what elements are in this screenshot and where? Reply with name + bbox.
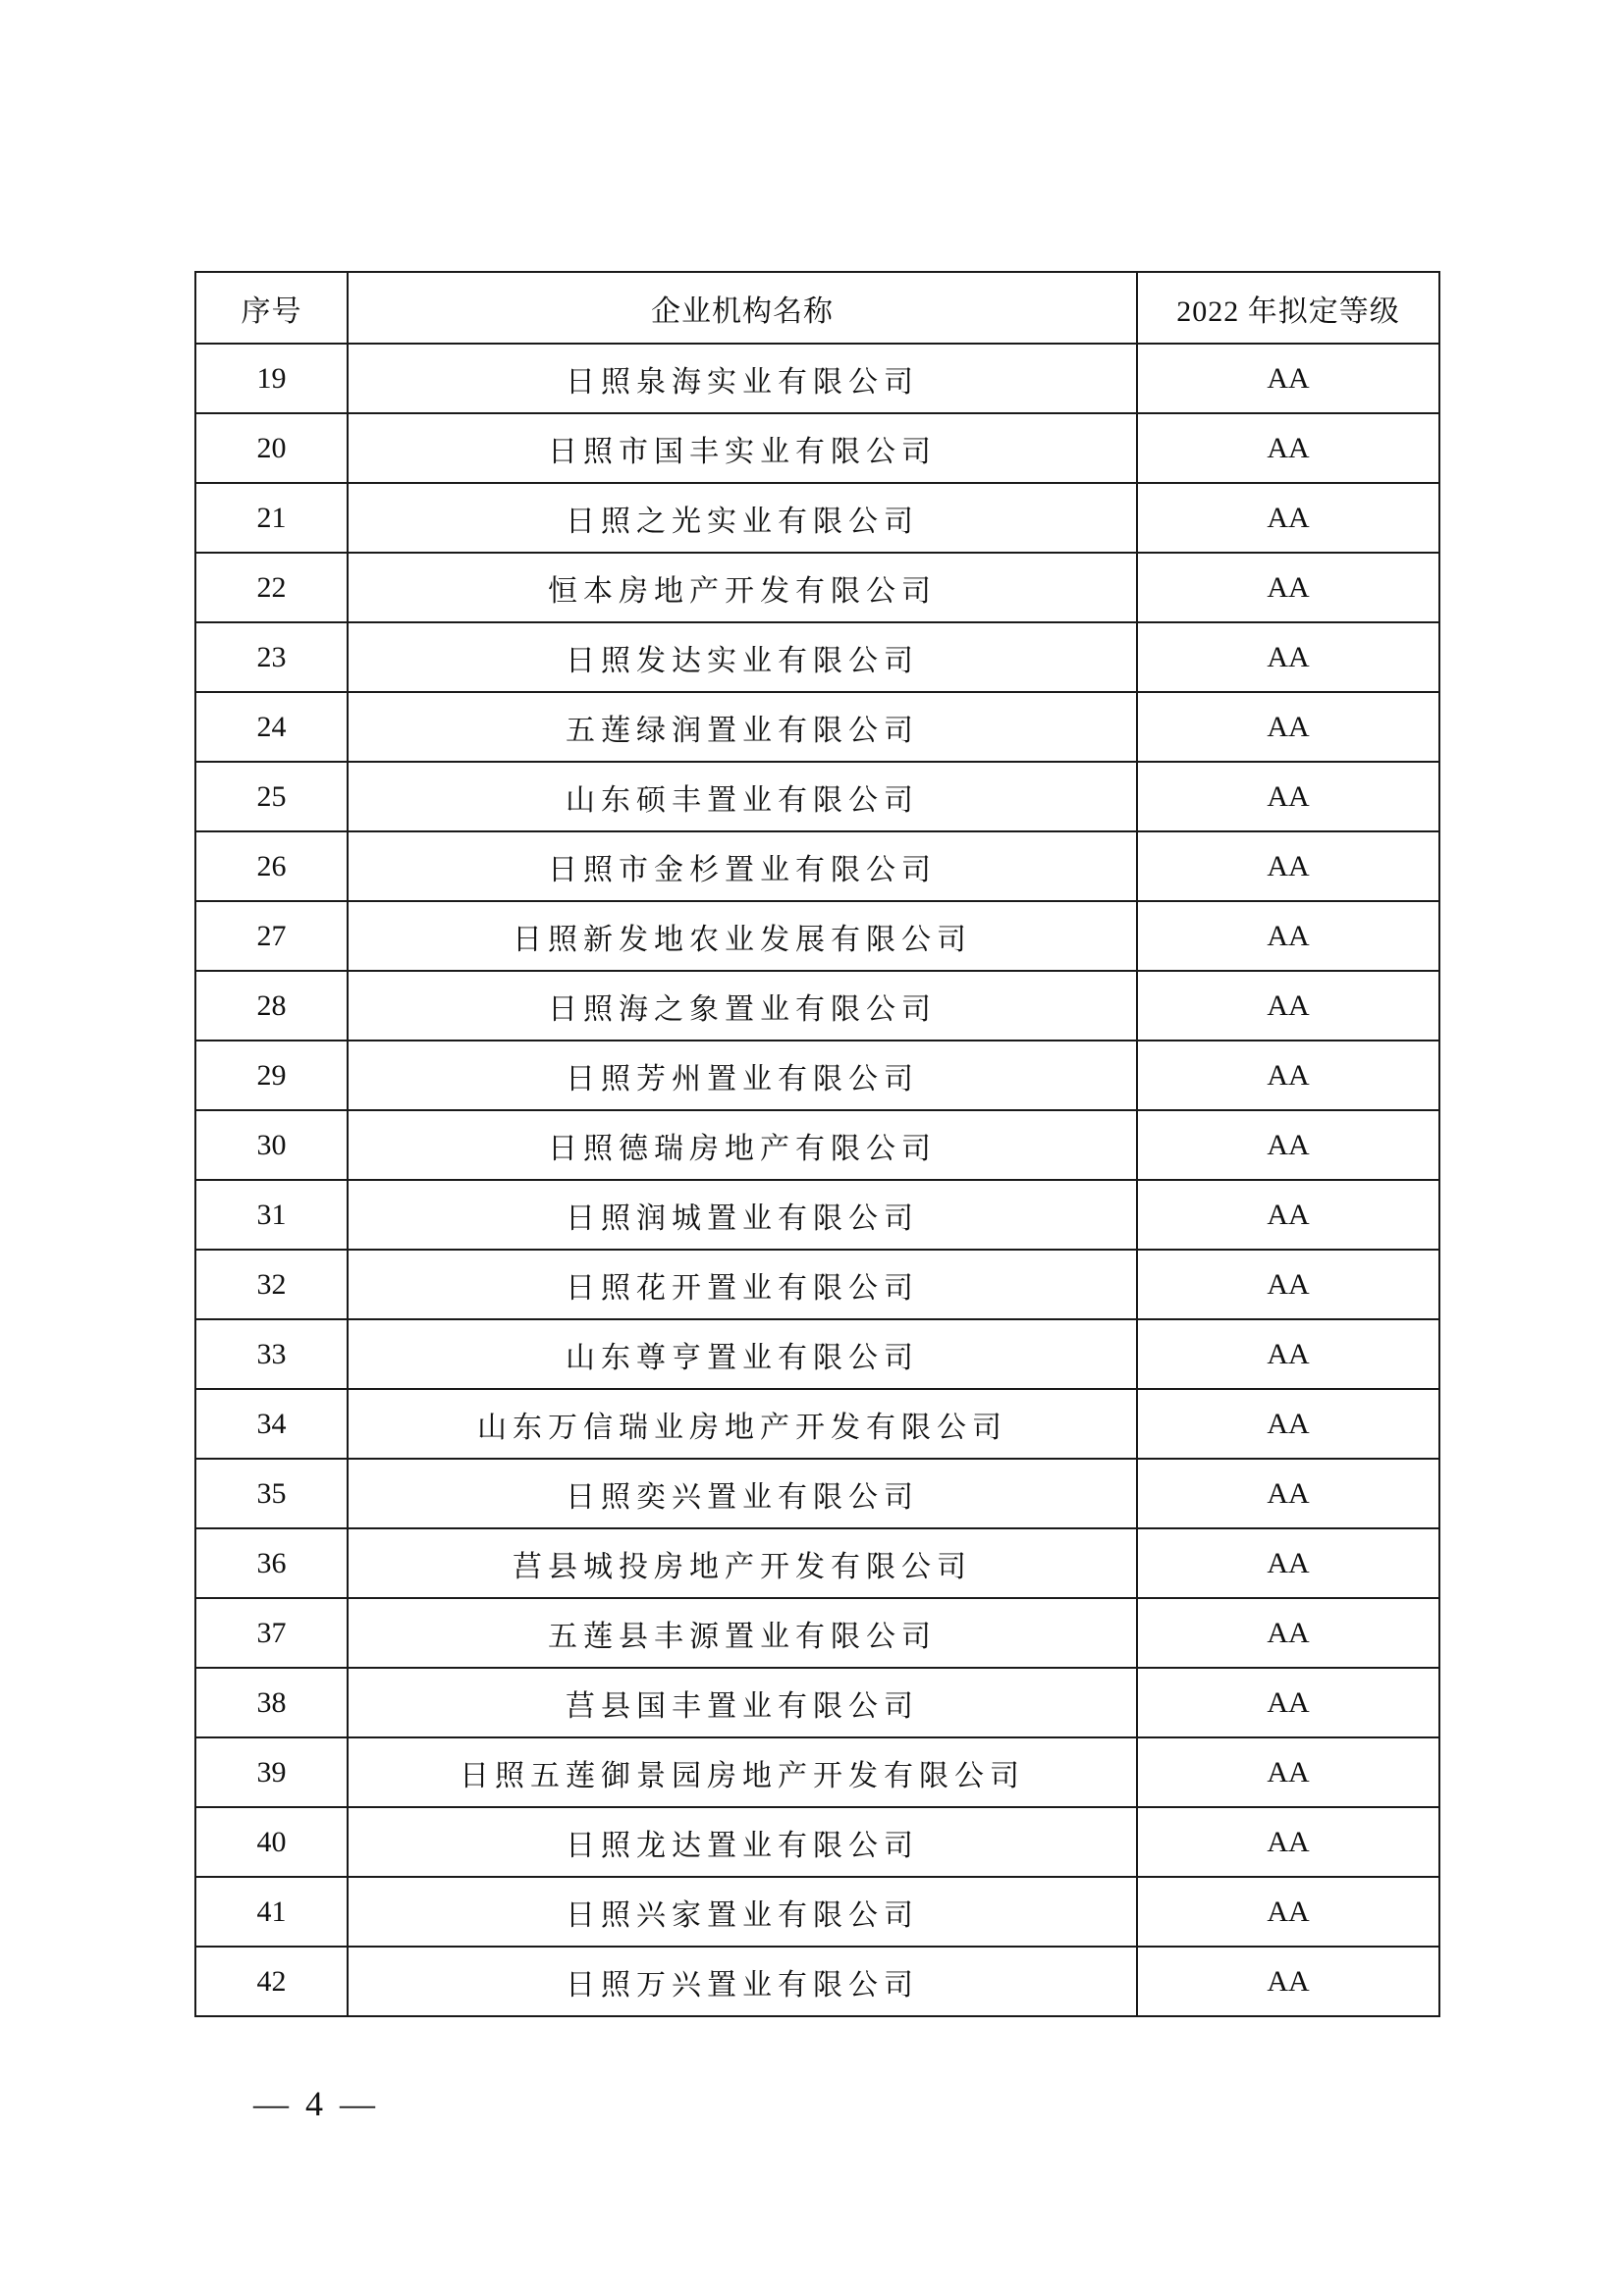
table-row xyxy=(195,1110,1439,1180)
table-row xyxy=(195,831,1439,901)
row-enterprise-name: 莒县城投房地产开发有限公司 xyxy=(348,1528,1137,1598)
row-grade: AA xyxy=(1137,1807,1439,1877)
row-grade: AA xyxy=(1137,901,1439,971)
row-seq: 31 xyxy=(195,1180,348,1250)
row-grade: AA xyxy=(1137,1947,1439,2016)
table-row xyxy=(195,1459,1439,1528)
row-seq: 35 xyxy=(195,1459,348,1528)
row-seq: 37 xyxy=(195,1598,348,1668)
row-enterprise-name: 日照市金杉置业有限公司 xyxy=(348,831,1137,901)
enterprise-grade-table xyxy=(194,271,1440,2017)
row-grade: AA xyxy=(1137,1389,1439,1459)
row-grade: AA xyxy=(1137,1598,1439,1668)
row-seq: 24 xyxy=(195,692,348,762)
row-enterprise-name: 日照海之象置业有限公司 xyxy=(348,971,1137,1041)
row-seq: 36 xyxy=(195,1528,348,1598)
row-enterprise-name: 恒本房地产开发有限公司 xyxy=(348,553,1137,622)
table-row xyxy=(195,1250,1439,1319)
table-row xyxy=(195,971,1439,1041)
header-name: 企业机构名称 xyxy=(348,272,1137,344)
row-seq: 27 xyxy=(195,901,348,971)
row-enterprise-name: 五莲绿润置业有限公司 xyxy=(348,692,1137,762)
row-grade: AA xyxy=(1137,1877,1439,1947)
row-grade: AA xyxy=(1137,1459,1439,1528)
row-grade: AA xyxy=(1137,344,1439,413)
row-enterprise-name: 日照新发地农业发展有限公司 xyxy=(348,901,1137,971)
table-row xyxy=(195,553,1439,622)
row-enterprise-name: 日照泉海实业有限公司 xyxy=(348,344,1137,413)
row-seq: 30 xyxy=(195,1110,348,1180)
table-row xyxy=(195,483,1439,553)
table-row xyxy=(195,1319,1439,1389)
header-row xyxy=(195,272,1439,344)
row-grade: AA xyxy=(1137,1319,1439,1389)
header-seq: 序号 xyxy=(195,272,348,344)
row-seq: 38 xyxy=(195,1668,348,1737)
row-enterprise-name: 莒县国丰置业有限公司 xyxy=(348,1668,1137,1737)
row-enterprise-name: 日照德瑞房地产有限公司 xyxy=(348,1110,1137,1180)
row-enterprise-name: 日照润城置业有限公司 xyxy=(348,1180,1137,1250)
row-grade: AA xyxy=(1137,1528,1439,1598)
row-seq: 21 xyxy=(195,483,348,553)
table-row xyxy=(195,622,1439,692)
row-seq: 32 xyxy=(195,1250,348,1319)
row-seq: 34 xyxy=(195,1389,348,1459)
row-enterprise-name: 日照五莲御景园房地产开发有限公司 xyxy=(348,1737,1137,1807)
row-grade: AA xyxy=(1137,971,1439,1041)
row-seq: 39 xyxy=(195,1737,348,1807)
row-enterprise-name: 日照奕兴置业有限公司 xyxy=(348,1459,1137,1528)
table-row xyxy=(195,762,1439,831)
row-grade: AA xyxy=(1137,1110,1439,1180)
table-row xyxy=(195,1598,1439,1668)
row-grade: AA xyxy=(1137,413,1439,483)
row-grade: AA xyxy=(1137,1041,1439,1110)
row-seq: 25 xyxy=(195,762,348,831)
row-seq: 20 xyxy=(195,413,348,483)
page-number: — 4 — xyxy=(253,2084,379,2123)
row-enterprise-name: 山东尊亨置业有限公司 xyxy=(348,1319,1137,1389)
row-seq: 40 xyxy=(195,1807,348,1877)
row-grade: AA xyxy=(1137,1668,1439,1737)
row-seq: 33 xyxy=(195,1319,348,1389)
row-seq: 26 xyxy=(195,831,348,901)
row-grade: AA xyxy=(1137,483,1439,553)
row-enterprise-name: 日照龙达置业有限公司 xyxy=(348,1807,1137,1877)
row-seq: 29 xyxy=(195,1041,348,1110)
row-grade: AA xyxy=(1137,1250,1439,1319)
row-enterprise-name: 日照兴家置业有限公司 xyxy=(348,1877,1137,1947)
table-row xyxy=(195,1041,1439,1110)
row-grade: AA xyxy=(1137,1180,1439,1250)
row-enterprise-name: 日照万兴置业有限公司 xyxy=(348,1947,1137,2016)
table-body xyxy=(195,344,1439,2016)
row-grade: AA xyxy=(1137,692,1439,762)
table-row xyxy=(195,1877,1439,1947)
table-row xyxy=(195,901,1439,971)
table-row xyxy=(195,344,1439,413)
table-row xyxy=(195,1737,1439,1807)
row-enterprise-name: 五莲县丰源置业有限公司 xyxy=(348,1598,1137,1668)
row-grade: AA xyxy=(1137,622,1439,692)
table-row xyxy=(195,1389,1439,1459)
row-enterprise-name: 日照之光实业有限公司 xyxy=(348,483,1137,553)
row-enterprise-name: 日照市国丰实业有限公司 xyxy=(348,413,1137,483)
table-row xyxy=(195,1180,1439,1250)
row-grade: AA xyxy=(1137,553,1439,622)
row-enterprise-name: 日照发达实业有限公司 xyxy=(348,622,1137,692)
row-seq: 28 xyxy=(195,971,348,1041)
row-enterprise-name: 山东万信瑞业房地产开发有限公司 xyxy=(348,1389,1137,1459)
header-grade: 2022 年拟定等级 xyxy=(1137,272,1439,344)
table-row xyxy=(195,413,1439,483)
row-seq: 19 xyxy=(195,344,348,413)
row-enterprise-name: 日照芳州置业有限公司 xyxy=(348,1041,1137,1110)
row-seq: 22 xyxy=(195,553,348,622)
row-seq: 41 xyxy=(195,1877,348,1947)
row-enterprise-name: 山东硕丰置业有限公司 xyxy=(348,762,1137,831)
row-enterprise-name: 日照花开置业有限公司 xyxy=(348,1250,1137,1319)
table-row xyxy=(195,692,1439,762)
row-grade: AA xyxy=(1137,831,1439,901)
table-row xyxy=(195,1807,1439,1877)
row-seq: 23 xyxy=(195,622,348,692)
row-grade: AA xyxy=(1137,1737,1439,1807)
table-row xyxy=(195,1528,1439,1598)
row-grade: AA xyxy=(1137,762,1439,831)
row-seq: 42 xyxy=(195,1947,348,2016)
table-row xyxy=(195,1947,1439,2016)
table-header xyxy=(195,272,1439,344)
table-row xyxy=(195,1668,1439,1737)
